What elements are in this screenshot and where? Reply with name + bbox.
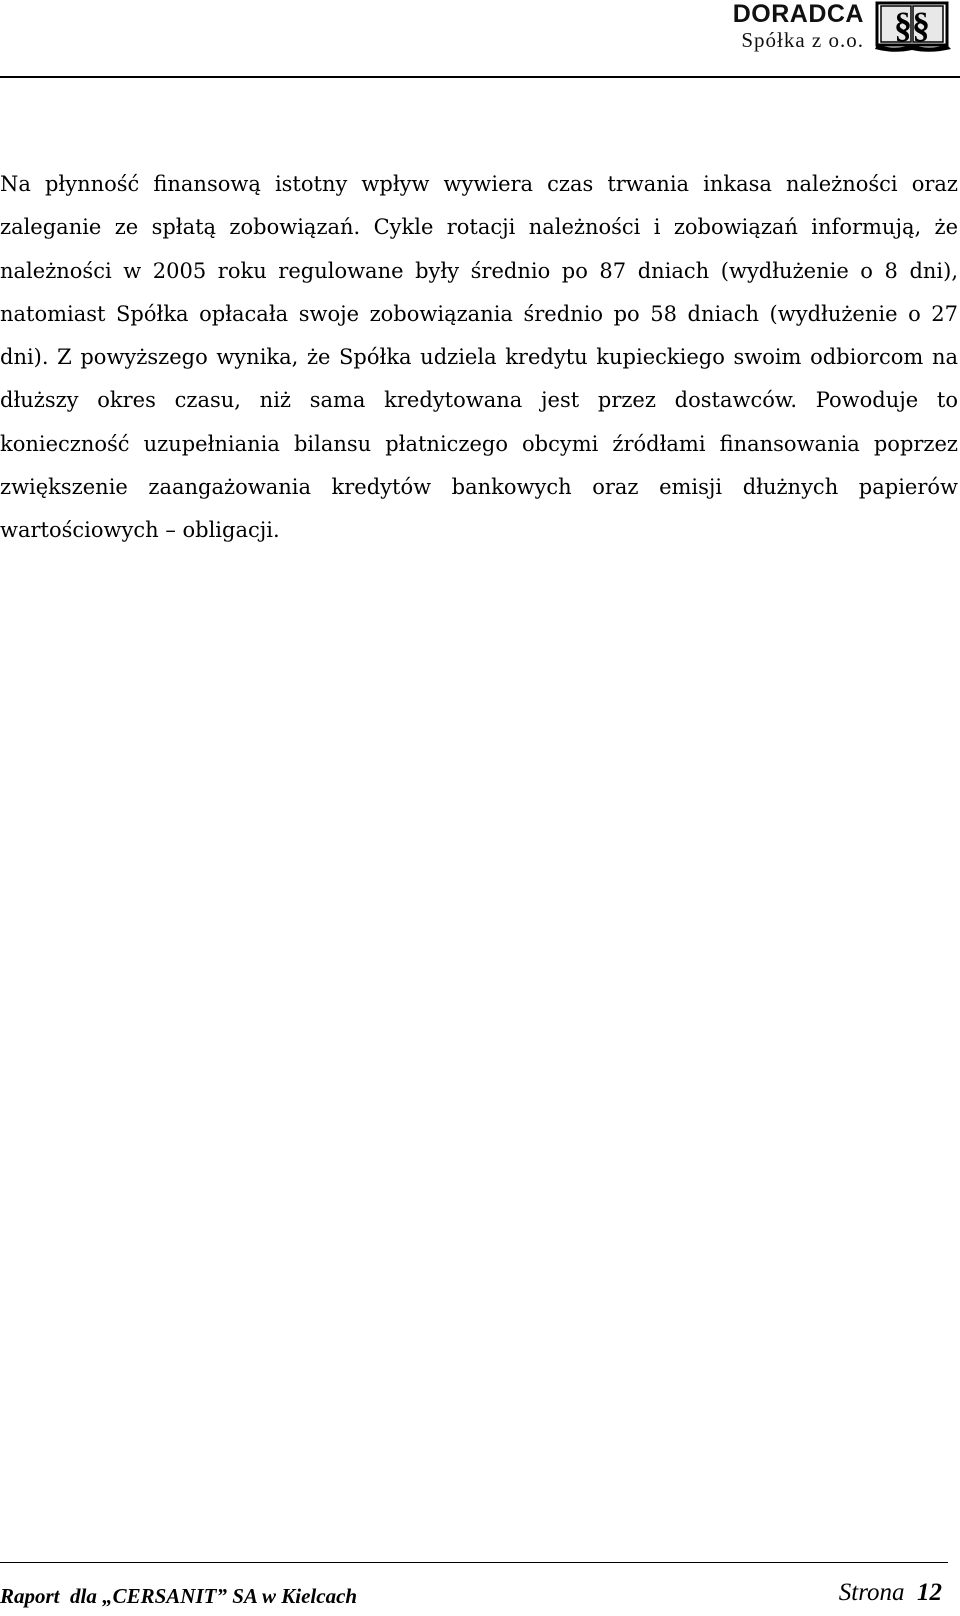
footer-page-info — [839, 1578, 942, 1608]
page-header — [0, 0, 960, 80]
company-brand — [733, 0, 864, 52]
law-book-logo-icon — [875, 0, 953, 52]
header-divider — [0, 76, 960, 78]
company-type: Spółka z o.o. — [741, 28, 864, 52]
page-label: Strona — [838, 1579, 905, 1606]
footer-divider — [0, 1562, 948, 1563]
footer-report-title: Raport dla „CERSANIT” SA w Kielcach — [0, 1584, 358, 1608]
company-name: DORADCA — [732, 0, 864, 28]
page-number: 12 — [917, 1579, 942, 1606]
logo-symbol: §§ — [894, 5, 930, 45]
body-paragraph: Na płynność finansową istotny wpływ wywiera czas trwania inkasa należności oraz zaleganie ze spłatą zobowiązań. Cykle rotacji należności i zobowiązań informują, że należności w 2005 roku regulowane były średnio po 87 dniach (wydłużenie o 8 dni), natomiast Spółka opłacała swoje zobowiązania średnio po 58 dniach (wydłużenie o 27 dni). Z powyższego wynika, że Spółka udziela kredytu kupieckiego swoim odbiorcom na dłuższy okres czasu, niż sama kredytowana jest przez dostawców. Powoduje to konieczność uzupełniania bilansu płatniczego obcymi źródłami finansowania poprzez zwiększenie zaangażowania kredytów bankowych oraz emisji dłużnych papierów wartościowych – obligacji. — [0, 172, 958, 543]
